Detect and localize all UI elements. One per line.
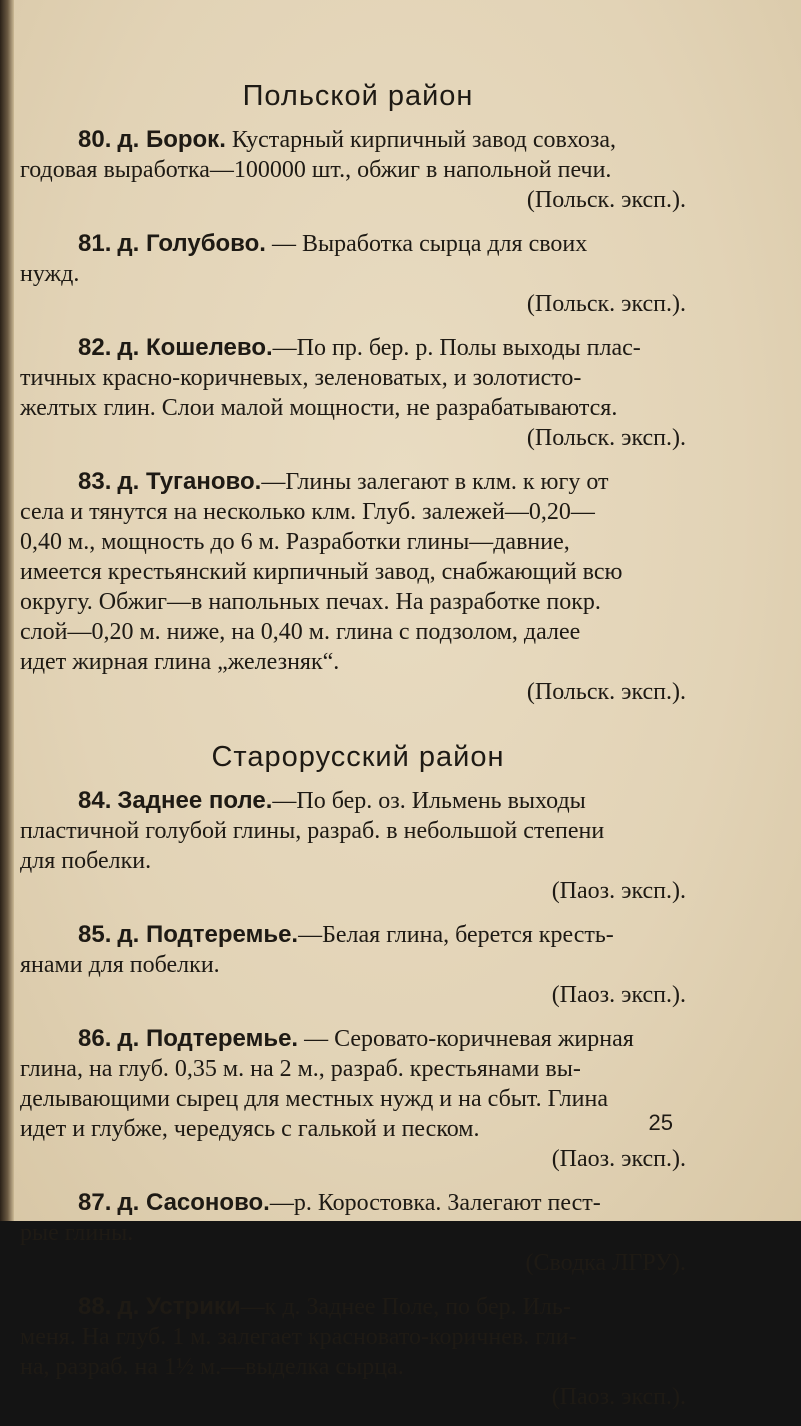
entry-80 [20, 125, 696, 215]
entry-source: (Польск. эксп.). [526, 187, 686, 213]
page-number: 25 [648, 1110, 673, 1135]
entry-85 [20, 920, 696, 1010]
entry-place: д. Сасоново. [117, 1189, 270, 1216]
entry-text: —Белая глина, берется кресть- [298, 922, 614, 948]
entry-place: Заднее поле. [117, 787, 273, 814]
entry-text: годовая выработка—100000 шт., обжиг в напольной печи. [20, 157, 612, 183]
entry-text: —р. Коростовка. Залегают пест- [269, 1190, 601, 1216]
entry-text: нужд. [20, 261, 80, 287]
entry-text: пластичной голубой глины, разраб. в небольшой степени [20, 818, 605, 844]
entry-text: —Глины залегают в клм. к югу от [261, 469, 609, 495]
section-gap [20, 721, 696, 741]
entry-text: для побелки. [20, 848, 152, 874]
entry-source: (Польск. эксп.). [526, 425, 686, 451]
entry-place: д. Кошелево. [117, 334, 273, 361]
entry-source: (Паоз. эксп.). [551, 878, 686, 904]
entry-text: Кустарный кирпичный завод совхоза, [225, 127, 617, 153]
entry-text: — Выработка сырца для своих [265, 231, 588, 257]
entry-source: (Польск. эксп.). [526, 291, 686, 317]
entry-number: 88. [78, 1293, 112, 1320]
entry-82 [20, 333, 696, 453]
entry-text: 0,40 м., мощность до 6 м. Разработки глины—давние, [20, 529, 570, 555]
entry-place: д. Борок. [117, 126, 226, 153]
entry-84 [20, 786, 696, 906]
entry-text: —По бер. оз. Ильмень выходы [272, 788, 586, 814]
entry-text: желтых глин. Слои малой мощности, не разрабатываются. [20, 395, 618, 421]
entry-place: д. Подтеремье. [117, 921, 299, 948]
entry-text: —По пр. бер. р. Полы выходы плас- [272, 335, 641, 361]
entry-source: (Сводка ЛГРУ). [525, 1250, 686, 1276]
entry-text: —к д. Заднее Поле, по бер. Иль- [240, 1294, 571, 1320]
entry-text: — Серовато-коричневая жирная [298, 1026, 634, 1052]
entry-text: слой—0,20 м. ниже, на 0,40 м. глина с подзолом, далее [20, 619, 581, 645]
entry-text: идет и глубже, чередуясь с галькой и песком. [20, 1116, 480, 1142]
entry-text: глина, на глуб. 0,35 м. на 2 м., разраб. крестьянами вы- [20, 1056, 581, 1082]
entry-88 [20, 1292, 696, 1412]
entry-text: села и тянутся на несколько клм. Глуб. залежей—0,20— [20, 499, 595, 525]
entry-text: меня. На глуб. 1 м. залегает красновато-коричнев. гли- [20, 1324, 577, 1350]
entry-number: 86. [78, 1025, 112, 1052]
entry-text: делывающими сырец для местных нужд и на сбыт. Глина [20, 1086, 608, 1112]
entry-text: округу. Обжиг—в напольных печах. На разработке покр. [20, 589, 601, 615]
entry-place: д. Устрики [117, 1293, 241, 1320]
entry-text: идет жирная глина „железняк“. [20, 649, 340, 675]
entry-text: янами для побелки. [20, 952, 220, 978]
entry-text: рые глины. [20, 1220, 134, 1246]
entry-text: имеется крестьянский кирпичный завод, снабжающий всю [20, 559, 623, 585]
entry-text: тичных красно-коричневых, зеленоватых, и золотисто- [20, 365, 582, 391]
section-heading-starorussky: Старорусский район [211, 741, 505, 773]
entry-number: 85. [78, 921, 112, 948]
page-binding-edge [0, 0, 14, 1221]
entry-number: 84. [78, 787, 112, 814]
entry-number: 80. [78, 126, 112, 153]
section-heading-polsky: Польской район [242, 80, 474, 112]
entry-source: (Польск. эксп.). [526, 679, 686, 705]
entry-83 [20, 467, 696, 707]
entry-source: (Паоз. эксп.). [551, 1384, 686, 1410]
entry-place: д. Голубово. [117, 230, 266, 257]
page-content [20, 80, 696, 1426]
entry-source: (Паоз. эксп.). [551, 1146, 686, 1172]
entry-number: 82. [78, 334, 112, 361]
entry-81 [20, 229, 696, 319]
entry-place: д. Подтеремье. [117, 1025, 299, 1052]
entry-87 [20, 1188, 696, 1278]
entry-number: 81. [78, 230, 112, 257]
entry-place: д. Туганово. [117, 468, 262, 495]
entry-86 [20, 1024, 696, 1174]
entry-number: 87. [78, 1189, 112, 1216]
entry-text: на, разраб. на 1½ м.—выделка сырца. [20, 1354, 404, 1380]
entry-number: 83. [78, 468, 112, 495]
entry-source: (Паоз. эксп.). [551, 982, 686, 1008]
